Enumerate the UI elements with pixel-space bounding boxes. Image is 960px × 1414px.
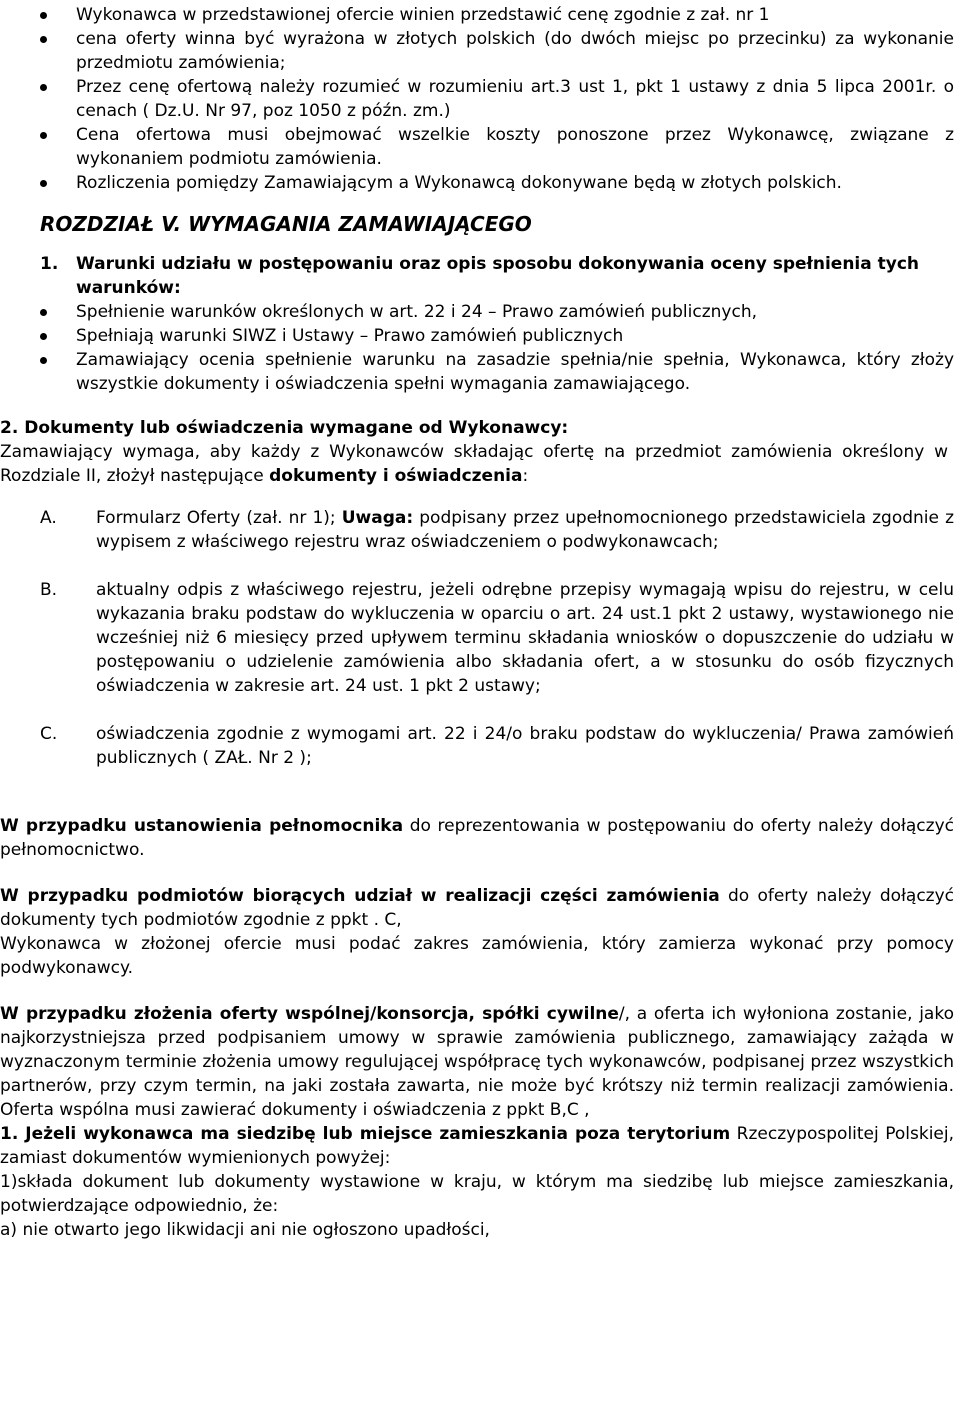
list-item: C. oświadczenia zgodnie z wymogami art. 22 i 24/o braku podstaw do wykluczenia/ Prawa zamówień publicznych ( ZAŁ. Nr 2 ); (40, 724, 954, 768)
list-item: Rozliczenia pomiędzy Zamawiającym a Wykonawcą dokonywane będą w złotych polskich. (0, 171, 960, 195)
bullet-icon (40, 180, 47, 187)
bullet-icon (40, 84, 47, 91)
bullet-icon (40, 357, 47, 364)
bullet-icon (40, 132, 47, 139)
section-2 (0, 416, 954, 488)
bullet-icon (40, 12, 47, 19)
section-1-title: 1. Warunki udziału w postępowaniu oraz opis sposobu dokonywania oceny spełnienia tych warunków: (40, 254, 920, 298)
list-item: Cena ofertowa musi obejmować wszelkie koszty ponoszone przez Wykonawcę, związane z wykonaniem podmiotu zamówienia. (0, 123, 960, 171)
conditions-bullet-list (0, 300, 960, 396)
price-bullet-list (0, 3, 960, 195)
bullet-icon (40, 36, 47, 43)
documents-list (40, 506, 954, 770)
section-2-title: 2. Dokumenty lub oświadczenia wymagane od Wykonawcy: (0, 418, 569, 438)
bullet-icon (40, 309, 47, 316)
section-2-intro: Zamawiający wymaga, aby każdy z Wykonawców składając ofertę na przedmiot zamówienia określony w Rozdziale II, złożył następujące dokumenty i oświadczenia: (0, 442, 948, 486)
list-item: Wykonawca w przedstawionej ofercie winien przedstawić cenę zgodnie z zał. nr 1 (0, 3, 960, 27)
subcontractor-entities-paragraph: W przypadku podmiotów biorących udział w realizacji części zamówienia do oferty należy dołączyć dokumenty tych podmiotów zgodnie z ppkt . C, (0, 886, 955, 930)
list-item: B. aktualny odpis z właściwego rejestru, jeżeli odrębne przepisy wymagają wpisu do rejestru, w celu wykazania braku podstaw do wykluczenia w oparciu o art. 24 ust.1 pkt 2 ustawy, wystawionego nie wcześniej niż 6 miesięcy przed upływem terminu składania wniosków o dopuszczenie do udziału w postępowaniu o udzielenie zamówienia albo składania ofert, a w stosunku do osób fizycznych oświadczenia w zakresie art. 24 ust. 1 pkt 2 ustawy; (40, 580, 954, 696)
subcontractor-scope-paragraph: Wykonawca w złożonej ofercie musi podać zakres zamówienia, który zamierza wykonać przy pomocy podwykonawcy. (0, 934, 954, 978)
bullet-icon (40, 333, 47, 340)
list-item: Zamawiający ocenia spełnienie warunku na zasadzie spełnia/nie spełnia, Wykonawca, który złoży wszystkie dokumenty i oświadczenia spełni wymagania zamawiającego. (0, 348, 960, 396)
list-item: cena oferty winna być wyrażona w złotych polskich (do dwóch miejsc po przecinku) za wykonanie przedmiotu zamówienia; (0, 27, 960, 75)
list-item: A. Formularz Oferty (zał. nr 1); Uwaga: podpisany przez upełnomocnionego przedstawiciela zgodnie z wypisem z właściwego rejestru wraz oświadczeniem o podwykonawcach; (40, 508, 954, 552)
list-item: Spełnienie warunków określonych w art. 22 i 24 – Prawo zamówień publicznych, (0, 300, 960, 324)
chapter-heading: ROZDZIAŁ V. WYMAGANIA ZAMAWIAJĄCEGO (40, 212, 532, 236)
consortium-paragraph: W przypadku złożenia oferty wspólnej/konsorcja, spółki cywilne/, a oferta ich wyłoniona zostanie, jako najkorzystniejsza przed podpisaniem umowy w sprawie zamówienia publicznego, zamawiający zażąda w wyznaczonym terminie złożenia umowy regulującej współpracę tych wykonawców, podpisanej przez wszystkich partnerów, przy czym termin, na jaki została zawarta, nie może być krótszy niż termin realizacji zamówienia. Oferta wspólna musi zawierać dokumenty i oświadczenia z ppkt B,C , (0, 1004, 954, 1120)
list-item: Przez cenę ofertową należy rozumieć w rozumieniu art.3 ust 1, pkt 1 ustawy z dnia 5 lipca 2001r. o cenach ( Dz.U. Nr 97, poz 1050 z późn. zm.) (0, 75, 960, 123)
list-item: Spełniają warunki SIWZ i Ustawy – Prawo zamówień publicznych (0, 324, 960, 348)
foreign-contractor-paragraph: 1. Jeżeli wykonawca ma siedzibę lub miejsce zamieszkania poza terytorium Rzeczypospolitej Polskiej, zamiast dokumentów wymienionych powyżej: (0, 1124, 955, 1168)
attorney-paragraph: W przypadku ustanowienia pełnomocnika do reprezentowania w postępowaniu do oferty należy dołączyć pełnomocnictwo. (0, 816, 954, 860)
foreign-documents-paragraph: 1)składa dokument lub dokumenty wystawione w kraju, w którym ma siedzibę lub miejsce zamieszkania, potwierdzające odpowiednio, że: (0, 1172, 954, 1216)
liquidation-paragraph: a) nie otwarto jego likwidacji ani nie ogłoszono upadłości, (0, 1220, 490, 1240)
